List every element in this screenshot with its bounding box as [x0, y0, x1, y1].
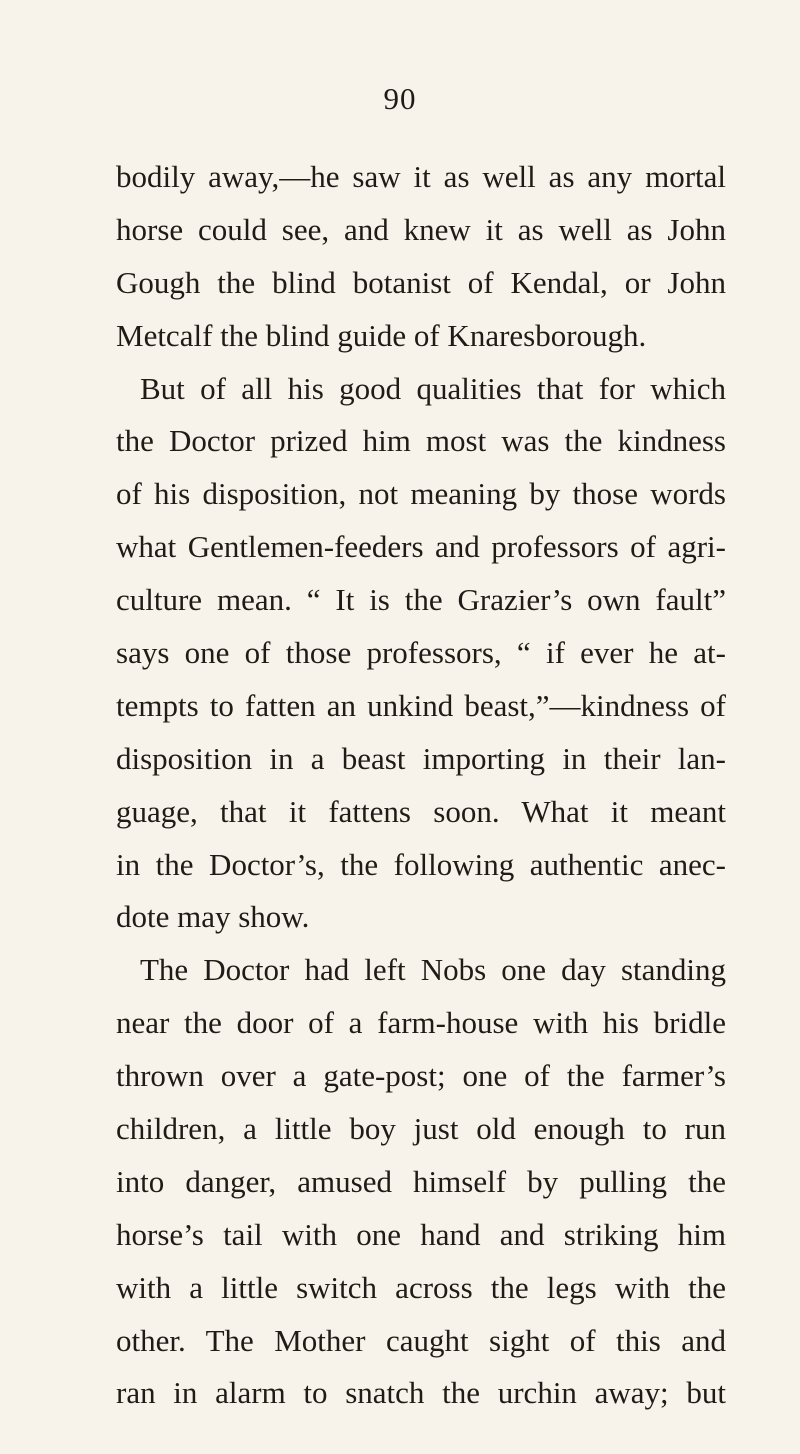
text-line: ran in alarm to snatch the urchin away; but [116, 1375, 726, 1411]
text-line: horse could see, and knew it as well as John [116, 211, 726, 247]
body-text [116, 151, 726, 1420]
text-line: says one of those professors, “ if ever he at- [116, 635, 726, 671]
text-line: the Doctor prized him most was the kindness [116, 423, 726, 459]
text-line: what Gentlemen-feeders and professors of agri- [116, 529, 726, 565]
text-line: into danger, amused himself by pulling the [116, 1163, 726, 1199]
text-line: children, a little boy just old enough to run [116, 1111, 726, 1147]
text-line: near the door of a farm-house with his bridle [116, 1005, 726, 1041]
text-line: Gough the blind botanist of Kendal, or John [116, 264, 726, 300]
text-line: bodily away,—he saw it as well as any mortal [116, 159, 726, 194]
text-line: culture mean. “ It is the Grazier’s own fault” [116, 582, 726, 618]
text-line: horse’s tail with one hand and striking him [116, 1216, 726, 1252]
text-line: But of all his good qualities that for which [140, 370, 726, 406]
text-line: guage, that it fattens soon. What it meant [116, 793, 726, 829]
text-line: The Doctor had left Nobs one day standing [140, 952, 726, 988]
text-line: of his disposition, not meaning by those words [116, 476, 726, 512]
text-line: tempts to fatten an unkind beast,”—kindness of [116, 687, 726, 723]
text-line: other. The Mother caught sight of this and [116, 1322, 726, 1358]
text-line: dote may show. [116, 899, 310, 935]
page-number: 90 [383, 81, 417, 116]
text-line: Metcalf the blind guide of Knaresborough. [116, 317, 647, 353]
text-line: in the Doctor’s, the following authentic anec- [116, 846, 726, 882]
text-line: disposition in a beast importing in their lan- [116, 740, 726, 776]
text-line: thrown over a gate-post; one of the farmer’s [116, 1058, 726, 1094]
text-line: with a little switch across the legs with the [116, 1269, 726, 1305]
